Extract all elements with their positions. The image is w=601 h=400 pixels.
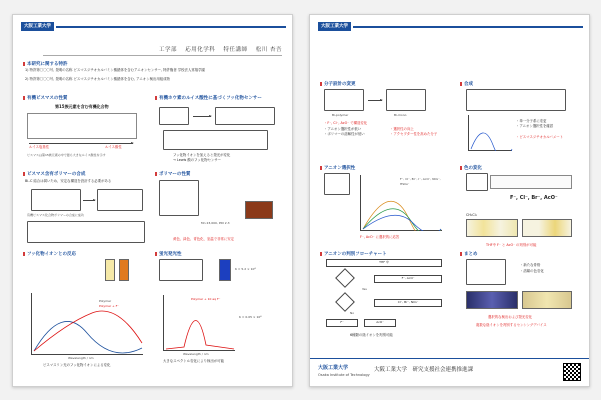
fluorescence-chart — [163, 295, 235, 351]
polymer-mw-data: Mn 23,000, PDI 2.3 — [201, 221, 230, 225]
design-note-2: ・アニオン選択性が低い — [324, 127, 362, 131]
summary-photo-1 — [466, 291, 518, 309]
polymer-fluoride-curve — [34, 311, 142, 351]
fluoride-spectrum-chart — [31, 293, 143, 355]
design-note-4: ・選択性の向上 — [390, 127, 414, 131]
boron-note-1: フッ化物イオンを加えると発光が変化 — [173, 153, 231, 157]
design-note-1: ・F⁻, Cl⁻, AcO⁻ で構造変化 — [324, 121, 368, 125]
anion-legend: F⁻, Cl⁻, Br⁻, I⁻, AcO⁻, NO₃⁻, HSO₄⁻ — [400, 177, 441, 186]
polymer-stability-note: 黄色、緑色、青色化、室温で非常に安定 — [173, 237, 235, 241]
sensor-molecule — [324, 173, 350, 195]
fluorescent-structure — [159, 259, 203, 281]
design-note-3: ・ポリマーの溶解性が低い — [324, 132, 365, 136]
vial-photo-2 — [119, 259, 129, 281]
summary-note-4: 複数な陰イオンを判別するセンシングデバイス — [476, 323, 547, 327]
bismuth-note: ビスマスは第15族元素の中で最も大きなルイス酸性を示す — [27, 153, 106, 157]
polymer-design-note: Bi–C 結合は弱いため、安定な構造を設計する必要がある — [25, 179, 112, 183]
lewis-base-label: ルイス塩基性 — [29, 145, 50, 149]
patent-item-1: 1) 特許第〇〇〇号, 発明の名称 ビスマスジチオカルバミン酸錯体を含むアニオンセンサー, 特許権者 学校法人常翔学園 — [25, 68, 205, 72]
footer-subtitle: Osaka Institute of Technology — [318, 373, 370, 377]
footer-office: 大阪工業大学 研究支援社会連携推進課 — [374, 367, 474, 373]
flowchart-branch-1: F⁻, AcO⁻ — [374, 275, 442, 283]
section-flowchart-title: アニオンの判別フローチャート — [320, 251, 387, 257]
patents-title: 本研究に関する特許 — [23, 61, 68, 67]
university-logo: 大阪工業大学 — [21, 22, 54, 31]
footer — [310, 358, 589, 386]
monomer-structure — [31, 189, 81, 211]
author-name: 松川 杏吾 — [255, 47, 282, 53]
synthesis-curve — [471, 133, 512, 151]
anion-curve-3 — [363, 215, 441, 231]
section-fluoride-reaction-title: フッ化物イオンとの反応 — [23, 251, 76, 257]
synthesis-note-2: ・アニオン選択性を確認 — [516, 124, 554, 128]
patent-item-2: 2) 特許第〇〇〇号, 発明の名称 ビスマスジチオカルバミン酸錯体を含む, アニオン検出用組成物 — [25, 77, 170, 81]
header-rule-right — [353, 26, 583, 28]
anion-caption: F⁻, AcO⁻ に選択的に応答 — [360, 235, 400, 239]
section-boron-sensor-title: 有機ホウ素のルイス酸性に基づくフッ化物センサー — [155, 95, 262, 101]
legend-polymer-fluoride: Polymer + F⁻ — [99, 304, 119, 308]
section-polymer-properties-title: ポリマーの性質 — [155, 171, 190, 177]
section-summary-title: まとめ — [460, 251, 478, 257]
bi-mono-label: Bi-mono — [394, 113, 407, 117]
author-line — [43, 45, 282, 56]
anion-curve-2 — [363, 209, 441, 231]
synthesis-note-1: ・単一分子系に変更 — [516, 119, 547, 123]
polymer-synthesis-route — [27, 221, 145, 243]
section-polymer-synthesis-title: ビスマス含有ポリマーの合成 — [23, 171, 85, 177]
author-dept: 工学部 — [158, 47, 177, 53]
summary-note-1: ・新たな骨格 — [520, 263, 541, 267]
binding-constant-2: K = 0.05 × 10⁴ — [239, 315, 262, 319]
summary-molecule — [466, 259, 506, 285]
author-title: 特任講師 — [223, 47, 248, 53]
section-color-change-title: 色の変化 — [460, 165, 482, 171]
fluorescence-curve — [166, 320, 234, 349]
reaction-arrow — [193, 116, 211, 117]
synthesis-spectrum-svg — [469, 115, 513, 151]
boron-compound-structure — [159, 107, 189, 125]
design-arrow — [368, 100, 382, 101]
synthesis-scheme — [466, 89, 566, 111]
polymerization-arrow — [83, 200, 95, 201]
vials-photo-thf — [522, 219, 572, 237]
footer-logo: 大阪工業大学 — [318, 365, 349, 371]
vials-photo-dcm — [466, 219, 518, 237]
section-synthesis-title: 合成 — [460, 81, 473, 87]
boron-fluoride-adduct — [215, 107, 275, 125]
flowchart-yes-label: Yes — [362, 287, 367, 291]
fluorescence-caption: 大きなスペクトル変化により検出が可能 — [163, 359, 225, 363]
bi-mono-structure — [386, 89, 426, 111]
summary-note-2: ・溶媒の色変化 — [520, 269, 544, 273]
fluorescence-vial — [219, 259, 231, 281]
summary-note-3: 選択的な検出および発光変化 — [488, 315, 533, 319]
header-bar-right — [318, 21, 583, 32]
section-molecular-design-title: 分子設計の変更 — [320, 81, 356, 87]
synthesis-spectrum — [468, 115, 512, 151]
author-major: 応用化学科 — [185, 47, 216, 53]
legend-polymer: Polymer — [99, 299, 112, 303]
university-logo-right: 大阪工業大学 — [318, 22, 351, 31]
fluoride-spectrum-svg — [32, 293, 144, 355]
bi-polymer-label: Bi-polymer — [332, 113, 349, 117]
solvent-label: CH₂Cl₂ — [466, 213, 477, 217]
flowchart-branch-2: Cl⁻, Br⁻, NO₃⁻ — [374, 299, 442, 307]
flowchart-no-label: No — [350, 311, 355, 315]
periodic-table-fragment — [27, 113, 137, 139]
fluorescence-svg — [164, 295, 236, 351]
poster-page-right — [309, 14, 590, 387]
flowchart-result-f: F⁻ — [326, 319, 358, 327]
header-rule — [56, 26, 286, 28]
section-anion-selectivity-title: アニオン選択性 — [320, 165, 355, 171]
flowchart-decision-1 — [335, 268, 355, 288]
design-note-5: ・アクセプター性を高めた分子 — [390, 132, 438, 136]
boron-note-2: → Lewis 酸のフッ化物センサー — [173, 158, 222, 162]
flowchart-start: THF 中 — [326, 259, 442, 267]
fluorescence-legend: Polymer + 10 eq F⁻ — [191, 297, 221, 301]
polymer-curve — [34, 321, 142, 353]
section-bismuth-subtitle: 第15族元素を含む有機化合物 — [55, 104, 109, 109]
flowchart-result-aco: AcO⁻ — [364, 319, 396, 327]
fluoride-x-label: Wavelength / nm — [68, 356, 94, 360]
color-change-note: THF中 F⁻ と AcO⁻ の判別が可能 — [486, 243, 537, 247]
flowchart-decision-2 — [335, 292, 355, 312]
lewis-acid-label: ルイス酸性 — [105, 145, 122, 149]
summary-photo-2 — [522, 291, 572, 309]
polymer-repeat-unit — [159, 180, 199, 216]
vial-photo-1 — [105, 259, 115, 281]
bi-polymer-structure — [324, 89, 364, 111]
section-fluorescence-title: 蛍光発光性 — [155, 251, 182, 257]
boron-sensor-scheme — [163, 130, 268, 150]
bismuth-polymer-structure — [97, 189, 143, 211]
poster-page-left — [12, 14, 293, 387]
section-bismuth-props-title: 有機ビスマスの性質 — [23, 95, 67, 101]
synthesis-note-3: ・ビスマスジチオカルバメート — [516, 135, 563, 139]
flowchart-note: 6種類の陰イオンを判別可能 — [350, 333, 393, 337]
qr-code-icon — [563, 363, 581, 381]
anion-list: F⁻, Cl⁻, Br⁻, AcO⁻ — [510, 195, 558, 201]
polymer-success-note: 有機ビスマス化合物ポリマーの合成に成功 — [27, 213, 84, 217]
fluorescence-x-label: Wavelength / nm — [183, 352, 209, 356]
acidity-arrow — [29, 143, 133, 144]
color-legend-box — [490, 175, 572, 189]
polymer-photo — [245, 201, 273, 219]
fluoride-caption: ビスマスリン光のフッ化物イオンによる変化 — [43, 363, 111, 367]
binding-constant-1: K = 5.2 × 10⁴ — [235, 267, 256, 271]
color-sensor-molecule — [466, 173, 488, 191]
header-bar — [21, 21, 286, 32]
